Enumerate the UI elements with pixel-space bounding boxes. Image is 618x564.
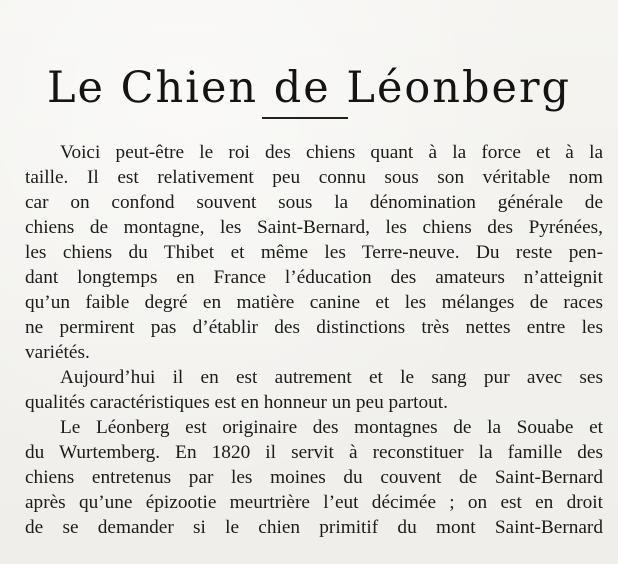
paragraph-1-line-3: car on confond souvent sous la dénomination générale de xyxy=(25,192,603,213)
paragraph-1-line-9: variétés. xyxy=(25,342,90,363)
paragraph-1-line-7: qu’un faible degré en matière canine et les mélanges de races xyxy=(25,292,603,313)
paragraph-1-line-6: dant longtemps en France l’éducation des amateurs n’atteignit xyxy=(25,267,603,288)
title-divider xyxy=(262,117,348,119)
paragraph-2-line-1: Aujourd’hui il en est autrement et le sang pur avec ses xyxy=(60,367,603,388)
paragraph-1-line-2: taille. Il est relativement peu connu sous son véritable nom xyxy=(25,167,603,188)
paragraph-1-line-1: Voici peut-être le roi des chiens quant à la force et à la xyxy=(60,142,603,163)
page-title: Le Chien de Léonberg xyxy=(46,62,572,113)
article-body xyxy=(25,140,603,540)
paragraph-1-line-8: ne permirent pas d’établir des distinctions très nettes entre les xyxy=(25,317,603,338)
paragraph-2-line-2: qualités caractéristiques est en honneur un peu partout. xyxy=(25,392,448,413)
paragraph-3-line-5: de se demander si le chien primitif du mont Saint-Bernard xyxy=(25,517,603,538)
paragraph-1-line-5: les chiens du Thibet et même les Terre-neuve. Du reste pen- xyxy=(25,242,603,263)
paragraph-1-line-4: chiens de montagne, les Saint-Bernard, les chiens des Pyrénées, xyxy=(25,217,603,238)
paragraph-3-line-1: Le Léonberg est originaire des montagnes de la Souabe et xyxy=(60,417,603,438)
paragraph-3-line-3: chiens entretenus par les moines du couvent de Saint-Bernard xyxy=(25,467,603,488)
paragraph-3-line-4: après qu’une épizootie meurtrière l’eut décimée ; on est en droit xyxy=(25,492,603,513)
paragraph-3-line-2: du Wurtemberg. En 1820 il servit à reconstituer la famille des xyxy=(25,442,603,463)
